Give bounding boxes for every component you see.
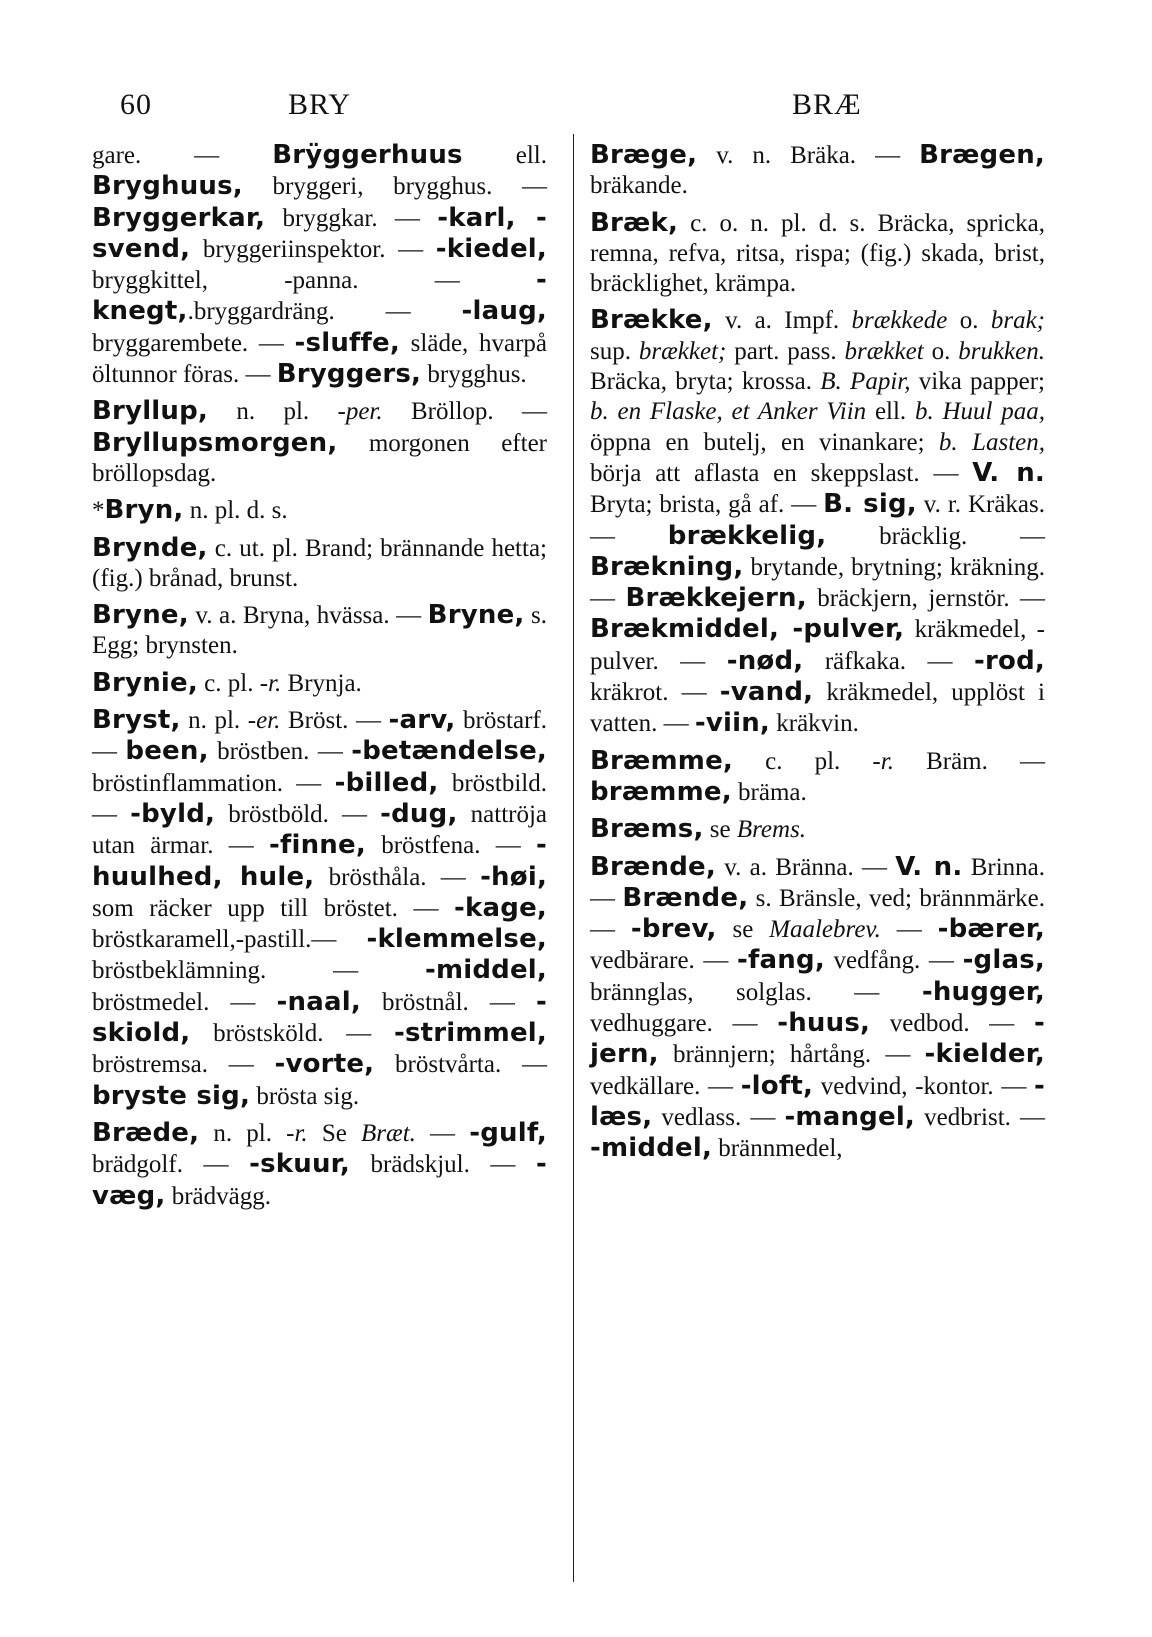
headword: -viin,: [694, 708, 770, 739]
definition-text: vedkällare. —: [590, 1072, 741, 1100]
definition-text: vedhuggare. —: [590, 1010, 778, 1038]
definition-text: bröstremsa. —: [92, 1051, 275, 1079]
entry-text: [92, 495, 547, 526]
entry-text: [92, 1118, 547, 1212]
definition-text: brösthåla. —: [314, 863, 481, 891]
italic-text: -r.: [872, 747, 894, 775]
definition-text: bröstvårta. —: [374, 1051, 547, 1079]
definition-text: se: [703, 816, 737, 844]
definition-text: brygghus.: [421, 361, 527, 389]
headword: Brænde,: [590, 851, 716, 882]
headword: V. n.: [895, 851, 963, 882]
headword: -laug,: [461, 296, 547, 327]
column-divider: [573, 134, 574, 1582]
definition-text: vika papper;: [910, 368, 1046, 396]
definition-text: se: [716, 916, 770, 944]
headword: -strimmel,: [393, 1018, 547, 1049]
headword: Brægen,: [919, 140, 1045, 170]
headword: Bræde,: [92, 1117, 200, 1148]
definition-text: Se: [307, 1119, 362, 1147]
left-running-head: BRY: [288, 88, 352, 121]
definition-text: som räcker upp till bröstet. —: [92, 894, 455, 922]
italic-text: -r.: [259, 669, 282, 697]
headword: -bærer,: [937, 914, 1046, 945]
headword: -karl, -svend,: [92, 202, 547, 264]
italic-text: brækket: [844, 337, 924, 365]
headword: Bræk,: [590, 207, 679, 238]
entry-text: [92, 533, 547, 595]
entry-text: [92, 140, 547, 390]
headword: -middel,: [424, 955, 547, 986]
headword: -knegt,: [92, 265, 547, 327]
definition-text: s. Bränsle, ved; brännmärke. —: [590, 884, 1045, 944]
definition-text: brännjern; hårtång. —: [658, 1041, 925, 1069]
headword: -brev,: [630, 914, 717, 945]
dictionary-entry-braege: [590, 140, 1045, 202]
definition-text: börja att aflasta en skeppslast. —: [590, 459, 973, 487]
definition-text: vedlass. —: [652, 1103, 785, 1131]
headword: -fang,: [737, 945, 825, 976]
headword: -vorte,: [274, 1049, 375, 1080]
headword: -væg,: [92, 1149, 547, 1211]
italic-text: B. Papir,: [820, 368, 911, 396]
definition-text: ell.: [866, 398, 915, 426]
headword: Brækning,: [590, 551, 744, 582]
headword: Brynde,: [92, 532, 208, 563]
italic-text: Brems.: [736, 816, 807, 844]
definition-text: vedbod. —: [870, 1010, 1034, 1038]
headword: -hugger,: [921, 976, 1045, 1007]
running-header: [88, 88, 1060, 128]
headword: Brækkejern,: [625, 583, 807, 614]
definition-text: part. pass.: [726, 337, 845, 365]
page-number: 60: [120, 88, 152, 121]
dictionary-entry-bryggerhuus: [92, 140, 547, 390]
definition-text: nattröja utan ärmar. —: [92, 800, 548, 860]
headword: brækkelig,: [667, 520, 827, 551]
definition-text: morgonen efter bröllopsdag.: [92, 429, 547, 487]
definition-text: kräkvin.: [770, 710, 859, 738]
dictionary-entry-bryllup: [92, 396, 547, 489]
entry-text: [590, 140, 1045, 202]
italic-text: brukken.: [958, 337, 1046, 365]
italic-text: brækket;: [638, 337, 727, 365]
definition-text: Bräcka, bryta; krossa.: [590, 368, 821, 396]
definition-text: bröstben. —: [208, 738, 352, 766]
definition-text: ell.: [462, 142, 547, 169]
headword: Bryggerkar,: [92, 202, 266, 233]
entry-text: [590, 746, 1045, 809]
definition-text: v. n. Bräka. —: [697, 142, 920, 169]
entry-text: [92, 705, 547, 1112]
definition-text: bryggkar. —: [265, 204, 438, 232]
headword: -kage,: [454, 892, 547, 923]
headword: Brynie,: [92, 667, 198, 698]
definition-text: v. a. Bryna, hvässa. —: [188, 602, 428, 630]
definition-text: *: [92, 497, 105, 525]
definition-text: bryggkittel, -panna. —: [92, 267, 536, 295]
definition-text: —: [880, 916, 938, 944]
definition-text: o.: [923, 337, 959, 365]
definition-text: brädgolf. —: [92, 1151, 250, 1179]
headword: -middel,: [590, 1133, 713, 1164]
headword: -billed,: [334, 767, 439, 798]
left-column: [92, 140, 547, 1218]
headword: -byld,: [130, 798, 216, 829]
dictionary-entry-braems: [590, 814, 1045, 845]
headword: Bræge,: [590, 140, 698, 170]
headword: -skuur,: [249, 1149, 350, 1180]
headword: -naal,: [276, 986, 361, 1017]
definition-text: vedbärare. —: [590, 947, 738, 975]
italic-text: -er.: [247, 707, 281, 735]
definition-text: kräkmedel, -pulver. —: [590, 616, 1045, 675]
headword: Brækmiddel, -pulver,: [590, 614, 905, 645]
dictionary-entry-braemme: [590, 746, 1045, 809]
headword: Bryllup,: [92, 396, 209, 427]
italic-text: b. Lasten,: [938, 428, 1045, 456]
definition-text: n. pl. d. s.: [183, 497, 288, 525]
headword: -kielder,: [924, 1039, 1045, 1070]
definition-text: bräma.: [731, 778, 807, 806]
definition-text: n. pl.: [180, 707, 248, 735]
headword: -arv,: [388, 705, 456, 736]
headword: -mangel,: [784, 1101, 916, 1132]
headword: Bryn,: [104, 495, 184, 526]
definition-text: brännmedel,: [712, 1135, 843, 1163]
entry-text: [92, 396, 547, 489]
headword: -jern,: [590, 1008, 1045, 1070]
definition-text: .bryggardräng. —: [187, 298, 462, 326]
definition-text: bräkande.: [590, 172, 688, 200]
headword: -læs,: [590, 1070, 1045, 1132]
headword: Bryst,: [92, 705, 181, 736]
definition-text: bröstböld. —: [215, 800, 381, 828]
headword: -høi,: [480, 861, 548, 892]
definition-text: gare. —: [92, 142, 273, 169]
dictionary-entry-brynie: [92, 668, 547, 699]
definition-text: släde, hvarpå öltunnor föras. —: [92, 329, 547, 389]
italic-text: brak;: [990, 307, 1045, 335]
definition-text: bröstmedel. —: [92, 988, 277, 1016]
definition-text: n. pl.: [208, 398, 338, 426]
headword: -klemmelse,: [366, 924, 547, 955]
headword: -vand,: [719, 677, 814, 708]
entry-text: [590, 208, 1045, 300]
headword: Bræms,: [590, 814, 704, 845]
definition-text: vedbrist. —: [915, 1103, 1045, 1131]
dictionary-entry-bryne: [92, 600, 547, 662]
definition-text: bröstarf. —: [92, 707, 547, 766]
definition-text: kräkmedel, upplöst i vatten. —: [590, 679, 1045, 738]
definition-text: v. r. Kräkas. —: [590, 491, 1045, 550]
entry-text: [92, 668, 547, 699]
dictionary-entry-braek: [590, 208, 1045, 300]
headword: -glas,: [962, 945, 1045, 976]
definition-text: Bryta; brista, gå af. —: [590, 491, 824, 519]
headword: Bryggers,: [276, 359, 422, 390]
definition-text: vedvind, -kontor. —: [813, 1072, 1034, 1100]
definition-text: bröstfena. —: [365, 832, 536, 860]
definition-text: Brynja.: [281, 669, 362, 697]
dictionary-entry-brynde: [92, 533, 547, 595]
headword: been,: [125, 736, 209, 767]
headword: -huus,: [777, 1008, 871, 1039]
definition-text: brytande, brytning; kräkning. —: [590, 553, 1045, 613]
headword: Brÿggerhuus: [272, 140, 463, 170]
headword: Bryne,: [427, 600, 525, 631]
definition-text: c. ut. pl. Brand; brännande hetta; (fig.) brånad, brunst.: [92, 534, 547, 592]
dictionary-entry-braede: [92, 1118, 547, 1212]
italic-text: Maalebrev.: [769, 916, 881, 944]
right-column: [590, 140, 1045, 1171]
definition-text: c. pl.: [732, 747, 873, 775]
definition-text: öppna en butelj, en vinankare;: [590, 428, 939, 456]
definition-text: bryggeriinspektor. —: [190, 235, 436, 263]
headword: Bryne,: [92, 600, 189, 631]
definition-text: v. a. Impf.: [712, 307, 852, 335]
definition-text: —: [415, 1119, 470, 1147]
headword: Brække,: [590, 305, 713, 336]
dictionary-entry-bryst: [92, 705, 547, 1112]
headword: -kiedel,: [435, 233, 547, 264]
headword: -sluffe,: [294, 327, 400, 358]
italic-text: -per.: [337, 398, 383, 426]
headword: V. n.: [972, 457, 1045, 488]
right-running-head: BRÆ: [792, 88, 862, 121]
dictionary-entry-braekke: [590, 305, 1045, 739]
definition-text: bröstsköld. —: [190, 1020, 394, 1048]
definition-text: Bräm. —: [893, 747, 1045, 775]
headword: Bryllupsmorgen,: [92, 427, 338, 458]
definition-text: räfkaka. —: [803, 647, 975, 675]
headword: bræmme,: [590, 776, 732, 807]
headword: -huulhed, hule,: [92, 830, 547, 892]
headword: -betændelse,: [351, 736, 547, 767]
entry-text: [590, 305, 1045, 739]
entry-text: [590, 814, 1045, 845]
entry-text: [92, 600, 547, 662]
italic-text: b. en Flaske, et Anker Viin: [590, 398, 867, 426]
definition-text: Bröst. —: [280, 707, 389, 735]
italic-text: Bræt.: [361, 1119, 416, 1147]
definition-text: bröstnål. —: [360, 988, 536, 1016]
definition-text: brädvägg.: [165, 1182, 272, 1210]
dictionary-entry-braende: [590, 852, 1045, 1165]
definition-text: kräkrot. —: [590, 679, 720, 707]
headword: B. sig,: [823, 489, 917, 520]
definition-text: sup.: [590, 337, 639, 365]
headword: Bræmme,: [590, 745, 733, 776]
headword: -rod,: [974, 645, 1045, 676]
headword: -gulf,: [469, 1117, 548, 1148]
definition-text: bräckjern, jernstör. —: [806, 585, 1046, 613]
definition-text: Brinna. —: [590, 853, 1045, 912]
definition-text: s. Egg; brynsten.: [92, 602, 547, 660]
headword: Brænde,: [622, 882, 749, 913]
definition-text: Bröllop. —: [382, 398, 547, 426]
dictionary-entry-bryn: [92, 495, 547, 526]
headword: Bryghuus,: [92, 171, 243, 202]
definition-text: vedfång. —: [824, 947, 963, 975]
definition-text: n. pl.: [199, 1119, 287, 1147]
headword: -nød,: [726, 645, 804, 676]
definition-text: bryggarembete. —: [92, 329, 295, 357]
headword: -dug,: [380, 798, 458, 829]
definition-text: c. pl.: [197, 669, 260, 697]
definition-text: v. a. Bränna. —: [715, 853, 896, 881]
italic-text: brækkede: [851, 307, 948, 335]
headword: bryste sig,: [92, 1080, 251, 1111]
definition-text: brädskjul. —: [349, 1151, 536, 1179]
headword: -skiold,: [92, 986, 547, 1049]
entry-text: [590, 852, 1045, 1165]
definition-text: c. o. n. pl. d. s. Bräcka, spricka, remna, refva, ritsa, rispa; (fig.) skada, brist, bräcklighet, krämpa.: [590, 209, 1045, 298]
definition-text: bryggeri, brygghus. —: [242, 173, 547, 201]
definition-text: bröstbild. —: [92, 769, 547, 828]
definition-text: bräcklig. —: [826, 522, 1045, 550]
definition-text: brännglas, solglas. —: [590, 978, 922, 1006]
definition-text: bröstkaramell,-pastill.—: [92, 926, 367, 954]
definition-text: brösta sig.: [250, 1082, 360, 1110]
definition-text: bröstbeklämning. —: [92, 957, 425, 985]
headword: -loft,: [740, 1070, 814, 1101]
definition-text: bröstinflammation. —: [92, 769, 335, 797]
italic-text: b. Huul paa,: [914, 398, 1045, 426]
italic-text: -r.: [286, 1119, 308, 1147]
definition-text: o.: [947, 307, 991, 335]
headword: -finne,: [268, 830, 366, 861]
